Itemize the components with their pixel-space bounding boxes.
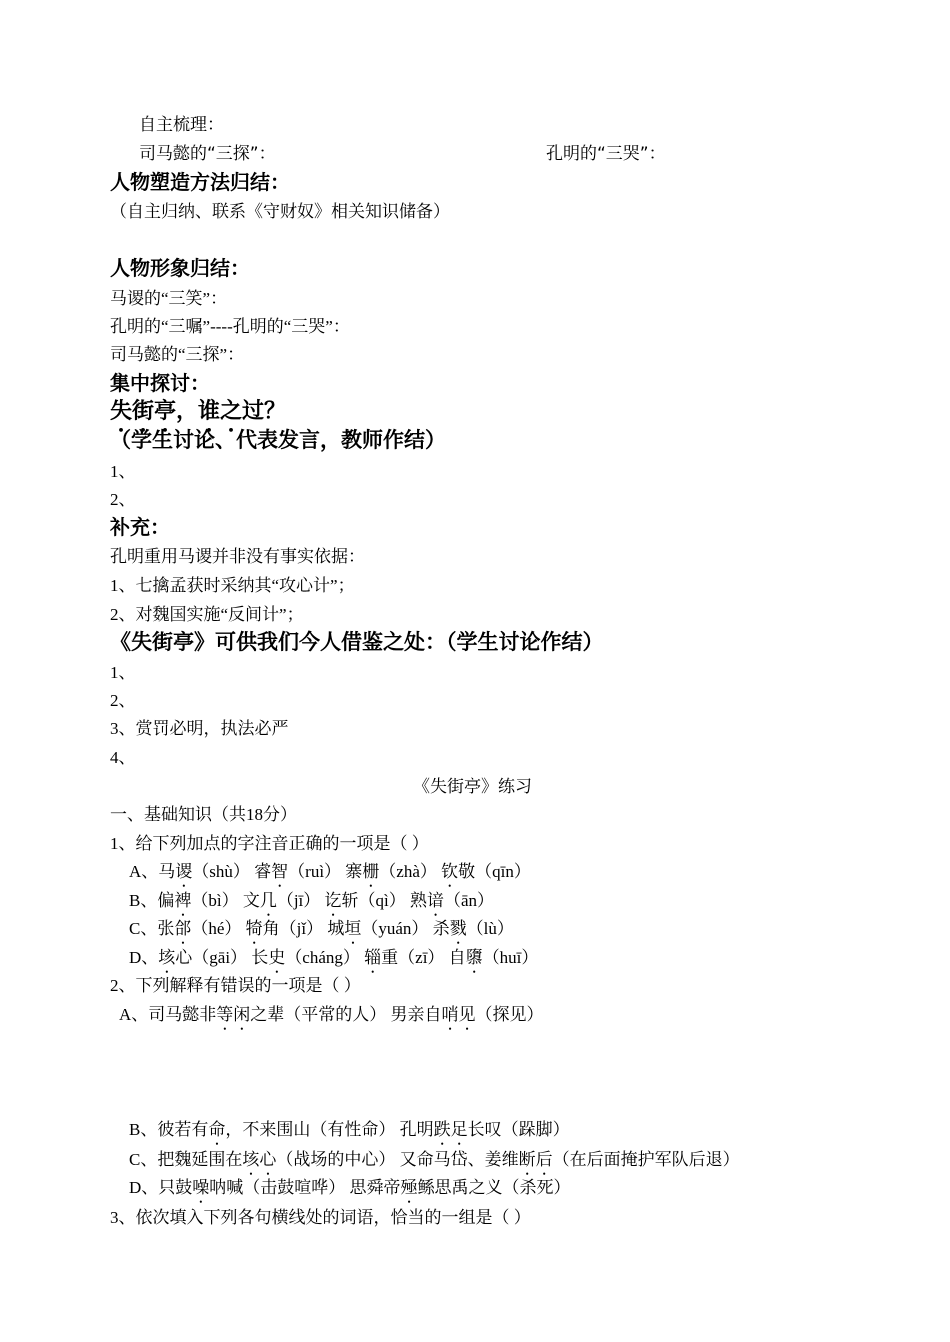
sima-three-probes: 司马懿的“三探”： [139, 144, 276, 164]
blank-1: 1、 [110, 462, 136, 481]
focus-heading: 集中探讨： [110, 371, 210, 395]
blank-2: 2、 [110, 490, 136, 509]
lesson-heading: 《失街亭》可供我们今人借鉴之处：（学生讨论作结） [110, 630, 604, 654]
method-note: （自主归纳、联系《守财奴》相关知识储备） [110, 202, 450, 221]
main-question-mark: ？ [264, 399, 287, 424]
q2-option-c: C、把魏延围在垓心（战场的中心） 又命马岱、姜维断后（在后面掩护军队后退） [129, 1150, 740, 1169]
supplement-1: 1、七擒孟获时采纳其“攻心计”； [110, 576, 355, 595]
kongming-three-instructions: 孔明的“三嘱”----孔明的“三哭”： [110, 317, 350, 336]
image-heading: 人物形象归结： [110, 256, 250, 280]
discuss-note: （学生讨论、代表发言，教师作结） [110, 428, 446, 452]
q1-option-d: D、垓心（gāi） 长史（cháng） 辎重（zī） 自隳（huī） [129, 948, 539, 967]
method-heading: 人物塑造方法归结： [110, 170, 290, 194]
q1-option-c: C、张郃（hé） 犄角（jǐ） 城垣（yuán） 杀戮（lù） [129, 919, 514, 938]
self-sort-heading: 自主梳理： [139, 115, 224, 135]
supplement-intro: 孔明重用马谡并非没有事实依据： [110, 547, 365, 566]
main-question-dotted: 失街亭，谁之 [110, 399, 243, 424]
q2-option-b: B、彼若有命，不来围山（有性命） 孔明跌足长叹（跺脚） [129, 1120, 570, 1139]
q1-option-b: B、偏裨（bì） 文几（jī） 讫斩（qì） 熟谙（ān） [129, 891, 495, 910]
lesson-3: 3、赏罚必明，执法必严 [110, 719, 289, 738]
part-1-heading: 一、基础知识（共18分） [110, 805, 297, 824]
q2-option-d: D、只鼓噪呐喊（击鼓喧哗） 思舜帝殛鲧思禹之义（杀死） [129, 1178, 571, 1197]
masu-three-laughs: 马谡的“三笑”： [110, 289, 228, 308]
exercise-title: 《失街亭》练习 [413, 777, 532, 796]
question-3: 3、依次填入下列各句横线处的词语，恰当的一组是（ ） [110, 1208, 531, 1227]
question-1: 1、给下列加点的字注音正确的一项是（ ） [110, 834, 429, 853]
kongming-three-cries: 孔明的“三哭”： [546, 144, 666, 164]
lesson-blank-1: 1、 [110, 663, 136, 682]
q2-option-a: A、司马懿非等闲之辈（平常的人） 男亲自哨见（探见） [119, 1005, 544, 1024]
lesson-blank-4: 4、 [110, 748, 136, 767]
sima-three-probes-2: 司马懿的“三探”： [110, 345, 245, 364]
lesson-blank-2: 2、 [110, 691, 136, 710]
supplement-heading: 补充： [110, 515, 170, 539]
supplement-2: 2、对魏国实施“反间计”； [110, 605, 304, 624]
main-question-end: 过 [242, 399, 265, 424]
q1-option-a: A、马谡（shù） 睿智（ruì） 寨栅（zhà） 钦敬（qīn） [129, 862, 531, 881]
question-2: 2、下列解释有错误的一项是（ ） [110, 976, 361, 995]
